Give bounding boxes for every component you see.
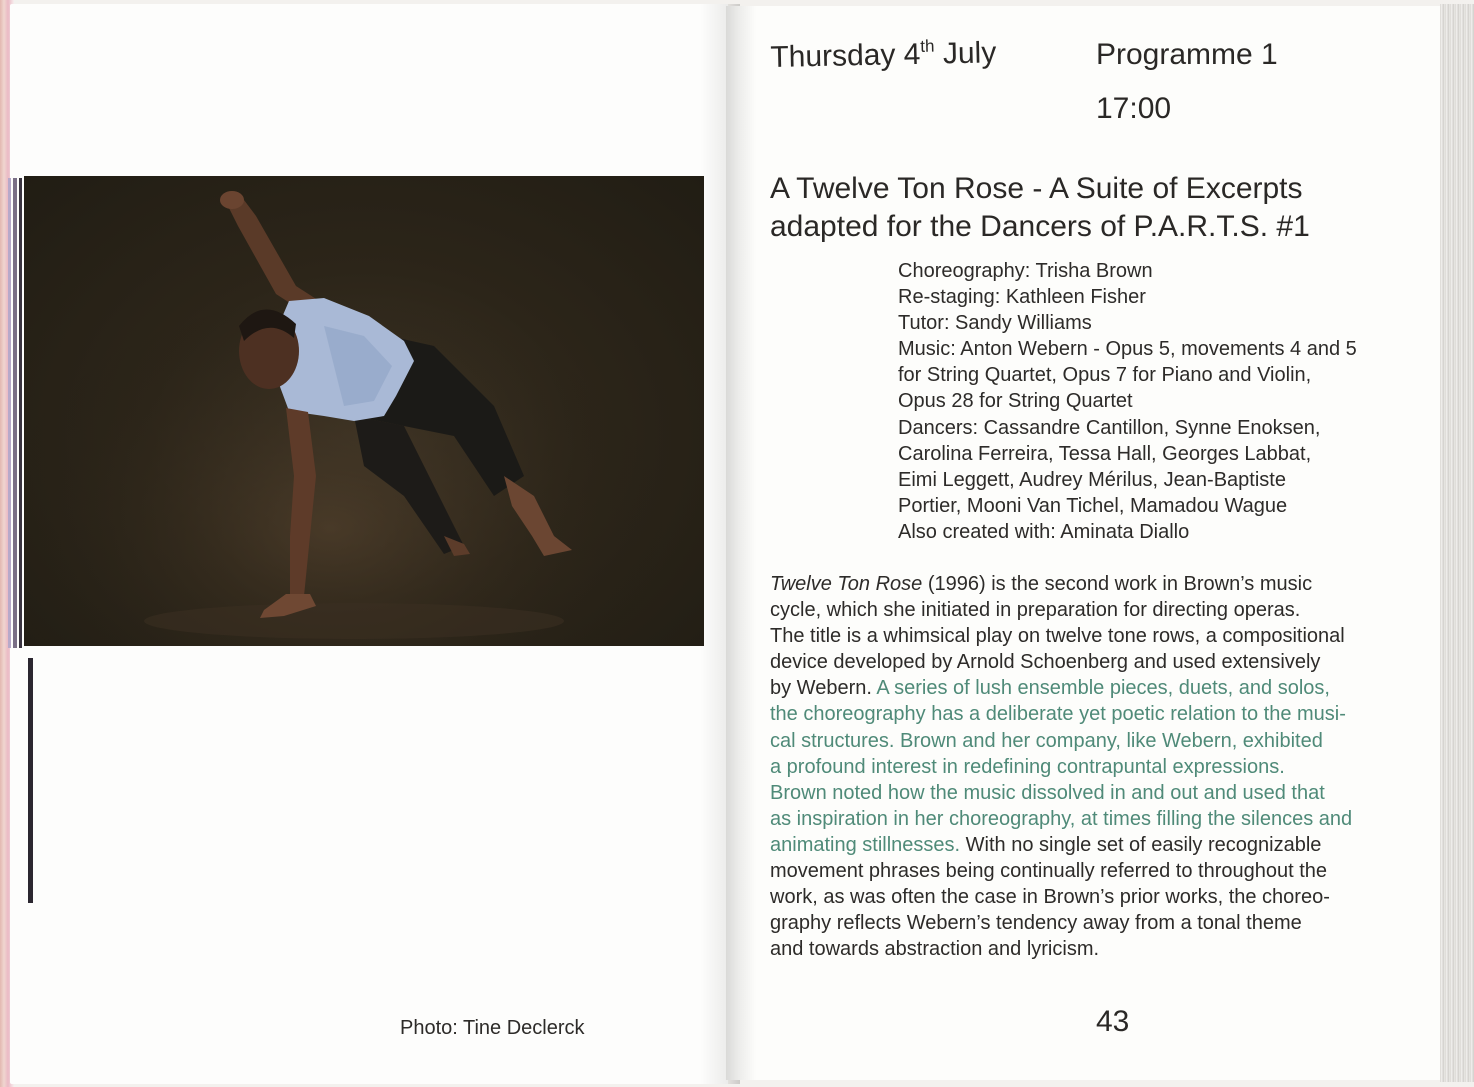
credits-line: Dancers: Cassandre Cantillon, Synne Enoksen, — [898, 416, 1321, 439]
body-line-highlight: as inspiration in her choreography, at times filling the silences and — [770, 807, 1353, 830]
programme-label: Programme 1 — [1096, 38, 1278, 71]
piece-title — [770, 170, 1410, 246]
gutter-shadow — [726, 6, 756, 1080]
body-line: work, as was often the case in Brown’s prior works, the choreo- — [770, 886, 1330, 909]
credits-line: Tutor: Sandy Williams — [898, 312, 1092, 335]
book-edge-right — [1440, 4, 1474, 1082]
body-line: device developed by Arnold Schoenberg and used extensively — [770, 651, 1321, 674]
credits-line: Eimi Leggett, Audrey Mérilus, Jean-Baptiste — [898, 468, 1286, 491]
body-line: and towards abstraction and lyricism. — [770, 938, 1100, 961]
body-line: The title is a whimsical play on twelve tone rows, a compositional — [770, 625, 1345, 648]
body-line-highlight: a profound interest in redefining contrapuntal expressions. — [770, 755, 1285, 778]
body-line-highlight: cal structures. Brown and her company, like Webern, exhibited — [770, 729, 1323, 752]
dancer-figure — [24, 176, 704, 646]
credits-line: for String Quartet, Opus 7 for Piano and Violin, — [898, 364, 1312, 387]
credits-line: Music: Anton Webern - Opus 5, movements 4 and 5 — [898, 338, 1357, 361]
credits-line: Re-staging: Kathleen Fisher — [898, 286, 1146, 309]
credits-line: Portier, Mooni Van Tichel, Mamadou Wague — [898, 494, 1288, 517]
title-line: adapted for the Dancers of P.A.R.T.S. #1 — [770, 210, 1310, 243]
body-line: Twelve Ton Rose (1996) is the second work in Brown’s music — [770, 573, 1313, 595]
page-number: 43 — [1096, 1005, 1130, 1038]
body-line: graphy reflects Webern’s tendency away from a tonal theme — [770, 912, 1302, 935]
body-line: by Webern. A series of lush ensemble pieces, duets, and solos, — [770, 677, 1330, 700]
body-line: cycle, which she initiated in preparation for directing operas. — [770, 599, 1301, 622]
credits-block — [898, 258, 1418, 545]
credits-line: Carolina Ferreira, Tessa Hall, Georges Labbat, — [898, 442, 1312, 465]
title-line: A Twelve Ton Rose - A Suite of Excerpts — [770, 172, 1303, 205]
body-line-highlight: the choreography has a deliberate yet poetic relation to the musi- — [770, 703, 1346, 726]
credits-line: Choreography: Trisha Brown — [898, 260, 1153, 282]
dancer-photo — [24, 176, 704, 646]
event-time: 17:00 — [1096, 92, 1172, 125]
body-line: movement phrases being continually referred to throughout the — [770, 860, 1328, 883]
photo-caption: Photo: Tine Declerck — [400, 1017, 585, 1039]
body-line-highlight: Brown noted how the music dissolved in and out and used that — [770, 781, 1325, 804]
body-line: animating stillnesses. With no single set of easily recognizable — [770, 833, 1322, 856]
description-paragraph — [770, 571, 1410, 962]
credits-line: Also created with: Aminata Diallo — [898, 520, 1190, 543]
credits-line: Opus 28 for String Quartet — [898, 390, 1133, 413]
event-date: Thursday 4th July — [770, 36, 997, 74]
